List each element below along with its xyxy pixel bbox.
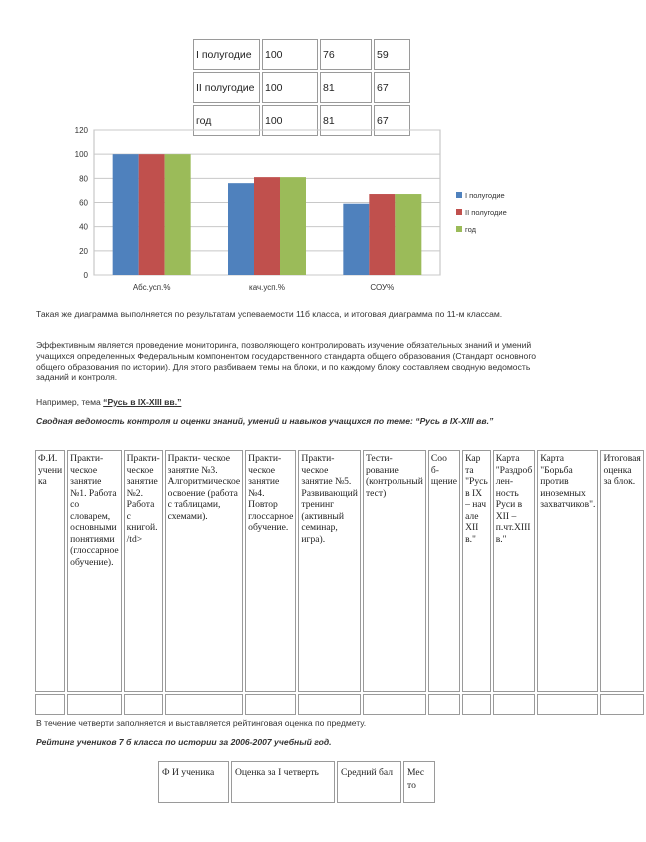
row-label: II полугодие xyxy=(193,72,260,103)
vedomost-table xyxy=(33,448,646,717)
column-header: Практи- ческое занятие №1. Работа со словарем, основными понятиями (глоссарное обучение). xyxy=(67,450,121,692)
y-tick-label: 120 xyxy=(74,126,88,135)
paragraph: В течение четверти заполняется и выставляется рейтинговая оценка по предмету. xyxy=(36,718,367,728)
table-cell xyxy=(67,694,121,715)
column-header: Карта "Борьба против иноземных захватчиков". xyxy=(537,450,598,692)
bar xyxy=(113,154,139,275)
bar xyxy=(228,183,254,275)
bar-chart xyxy=(60,120,540,302)
column-header: Практи- ческое занятие №3. Алгоритмическое освоение (работа с таблицами, схемами). xyxy=(165,450,243,692)
y-tick-label: 100 xyxy=(74,150,88,160)
y-tick-label: 0 xyxy=(83,271,88,280)
column-header: Средний бал xyxy=(337,761,401,803)
row-label: I полугодие xyxy=(193,39,260,70)
section-heading: Рейтинг учеников 7 б класса по истории за 2006-2007 учебный год. xyxy=(36,737,332,747)
table-cell xyxy=(428,694,460,715)
table-cell: 100 xyxy=(262,39,318,70)
topic-title: “Русь в IX-XIII вв.” xyxy=(103,397,182,407)
legend-swatch xyxy=(456,192,462,198)
column-header: Соо б- щение xyxy=(428,450,460,692)
table-cell xyxy=(537,694,598,715)
column-header: Практи- ческое занятие №4. Повтор глоссарное обучение. xyxy=(245,450,296,692)
y-tick-label: 80 xyxy=(79,174,88,184)
table-cell xyxy=(245,694,296,715)
rating-table xyxy=(156,759,437,805)
table-row xyxy=(35,694,644,715)
column-header: Оценка за I четверть xyxy=(231,761,335,803)
y-tick-label: 20 xyxy=(79,246,88,256)
bar xyxy=(139,154,165,275)
table-cell: 67 xyxy=(374,105,410,136)
table-header-row xyxy=(35,450,644,692)
table-row xyxy=(193,39,410,70)
paragraph-prefix: Например, тема xyxy=(36,397,104,407)
table-cell: 100 xyxy=(262,105,318,136)
bar xyxy=(369,194,395,275)
legend-label: I полугодие xyxy=(465,191,505,200)
table-cell: 81 xyxy=(320,105,372,136)
table-cell xyxy=(363,694,426,715)
table-cell: 81 xyxy=(320,72,372,103)
section-heading: Сводная ведомость контроля и оценки знаний, умений и навыков учащихся по теме: “Русь в IX-XIII вв.” xyxy=(36,416,494,426)
column-header: Карта "Раздроб лен- ность Руси в XII – п.чт.XIII в." xyxy=(493,450,535,692)
legend-label: год xyxy=(465,225,476,234)
table-cell xyxy=(165,694,243,715)
column-header: Ф.И. учени ка xyxy=(35,450,65,692)
table-cell xyxy=(35,694,65,715)
table-cell xyxy=(600,694,643,715)
table-cell xyxy=(493,694,535,715)
legend-swatch xyxy=(456,226,462,232)
column-header: Тести- рование (контрольный тест) xyxy=(363,450,426,692)
legend-swatch xyxy=(456,209,462,215)
table-cell xyxy=(462,694,491,715)
table-header-row xyxy=(158,761,435,803)
column-header: Мес то xyxy=(403,761,435,803)
table-cell: 67 xyxy=(374,72,410,103)
column-header: Ф И ученика xyxy=(158,761,229,803)
row-label: год xyxy=(193,105,260,136)
table-cell xyxy=(298,694,361,715)
table-row xyxy=(193,72,410,103)
bar xyxy=(395,194,421,275)
bar xyxy=(343,204,369,275)
bar xyxy=(254,177,280,275)
paragraph xyxy=(36,397,564,408)
column-header: Итоговая оценка за блок. xyxy=(600,450,643,692)
table-cell: 59 xyxy=(374,39,410,70)
y-tick-label: 40 xyxy=(79,222,88,232)
table-cell: 76 xyxy=(320,39,372,70)
table-cell xyxy=(124,694,163,715)
column-header: Практи- ческое занятие №2. Работа с книгой. /td> xyxy=(124,450,163,692)
paragraph: Такая же диаграмма выполняется по результатам успеваемости 11б класса, и итоговая диаграмма по 11-м классам. xyxy=(36,309,503,319)
column-header: Практи- ческое занятие №5. Развивающий тренинг (активный семинар, игра). xyxy=(298,450,361,692)
bar xyxy=(165,154,191,275)
x-tick-label: кач.усп.% xyxy=(249,283,285,292)
table-cell: 100 xyxy=(262,72,318,103)
paragraph: Эффективным является проведение мониторинга, позволяющего контролировать изучение обязательных знаний и умений учащихся определенных Федеральным компонентом государственного стандарта общего образования (Стандарт основного общего образования по истории). Для этого разбиваем темы на блоки, и по каждому блоку составляем сводную ведомость заданий и контроля. xyxy=(36,340,537,383)
x-tick-label: СОУ% xyxy=(370,283,395,292)
x-tick-label: Абс.усп.% xyxy=(132,283,171,292)
column-header: Кар та "Русь в IX – нач але XII в." xyxy=(462,450,491,692)
legend-label: II полугодие xyxy=(465,208,507,217)
y-tick-label: 60 xyxy=(79,198,88,208)
bar xyxy=(280,177,306,275)
